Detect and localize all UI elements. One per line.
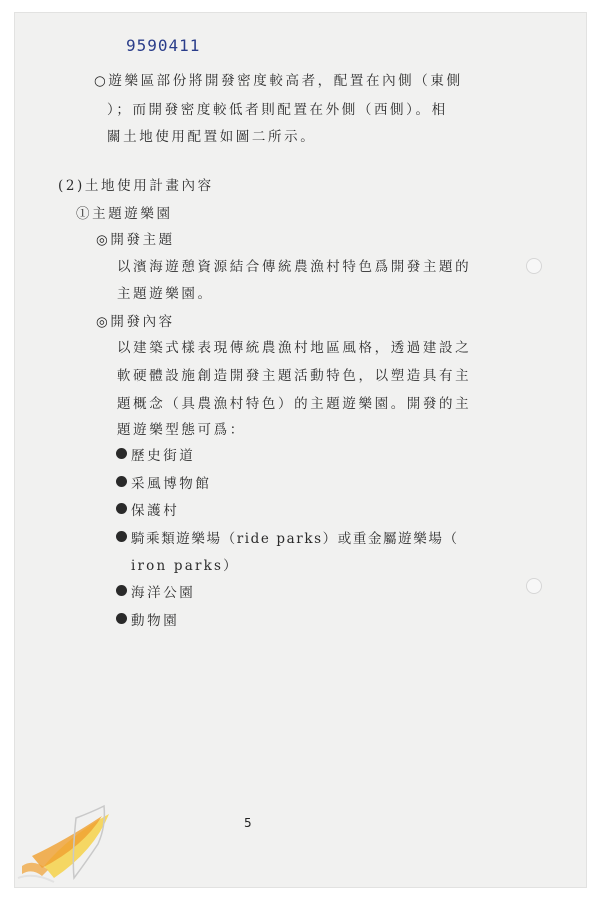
list-item: 騎乘類遊樂場（ride parks）或重金屬遊樂場（ [131, 531, 459, 547]
list-item: 保護村 [131, 503, 180, 519]
content-line-2: 軟硬體設施創造開發主題活動特色，以塑造具有主 [117, 368, 472, 384]
content-line-1: 以建築式樣表現傳統農漁村地區風格，透過建設之 [117, 340, 472, 356]
document-number-stamp: 9590411 [126, 36, 201, 55]
theme-line-2: 主題遊樂園。 [117, 286, 214, 302]
list-item: 動物園 [131, 613, 180, 629]
bullet-marker-icon [116, 613, 127, 624]
content-line-4: 題遊樂型態可爲： [117, 422, 246, 438]
list-item: 歷史街道 [131, 448, 196, 464]
bullet-marker-icon [116, 585, 127, 596]
taiwan-map-book-logo-icon [14, 796, 124, 888]
theme-heading: ◎開發主題 [96, 232, 175, 248]
subsection-heading: ①主題遊樂園 [76, 206, 173, 222]
content-heading: ◎開發內容 [96, 314, 175, 330]
intro-line-1: ○遊樂區部份將開發密度較高者，配置在內側（東側 [94, 73, 463, 89]
content-line-3: 題概念（具農漁村特色）的主題遊樂園。開發的主 [117, 396, 472, 412]
list-item-continuation: iron parks） [131, 558, 239, 574]
theme-line-1: 以濱海遊憩資源結合傳統農漁村特色爲開發主題的 [117, 259, 472, 275]
punch-hole [526, 258, 542, 274]
bullet-marker-icon [116, 476, 127, 487]
scanned-page [14, 12, 587, 888]
list-item: 海洋公園 [131, 585, 196, 601]
bullet-marker-icon [116, 448, 127, 459]
intro-line-3: 關土地使用配置如圖二所示。 [107, 129, 317, 145]
punch-hole [526, 578, 542, 594]
page-number: 5 [244, 816, 252, 830]
bullet-marker-icon [116, 531, 127, 542]
intro-line-2: ）；而開發密度較低者則配置在外側（西側）。相 [107, 102, 448, 118]
section-heading: (2)土地使用計畫內容 [58, 178, 214, 194]
list-item: 采風博物館 [131, 476, 212, 492]
bullet-marker-icon [116, 503, 127, 514]
